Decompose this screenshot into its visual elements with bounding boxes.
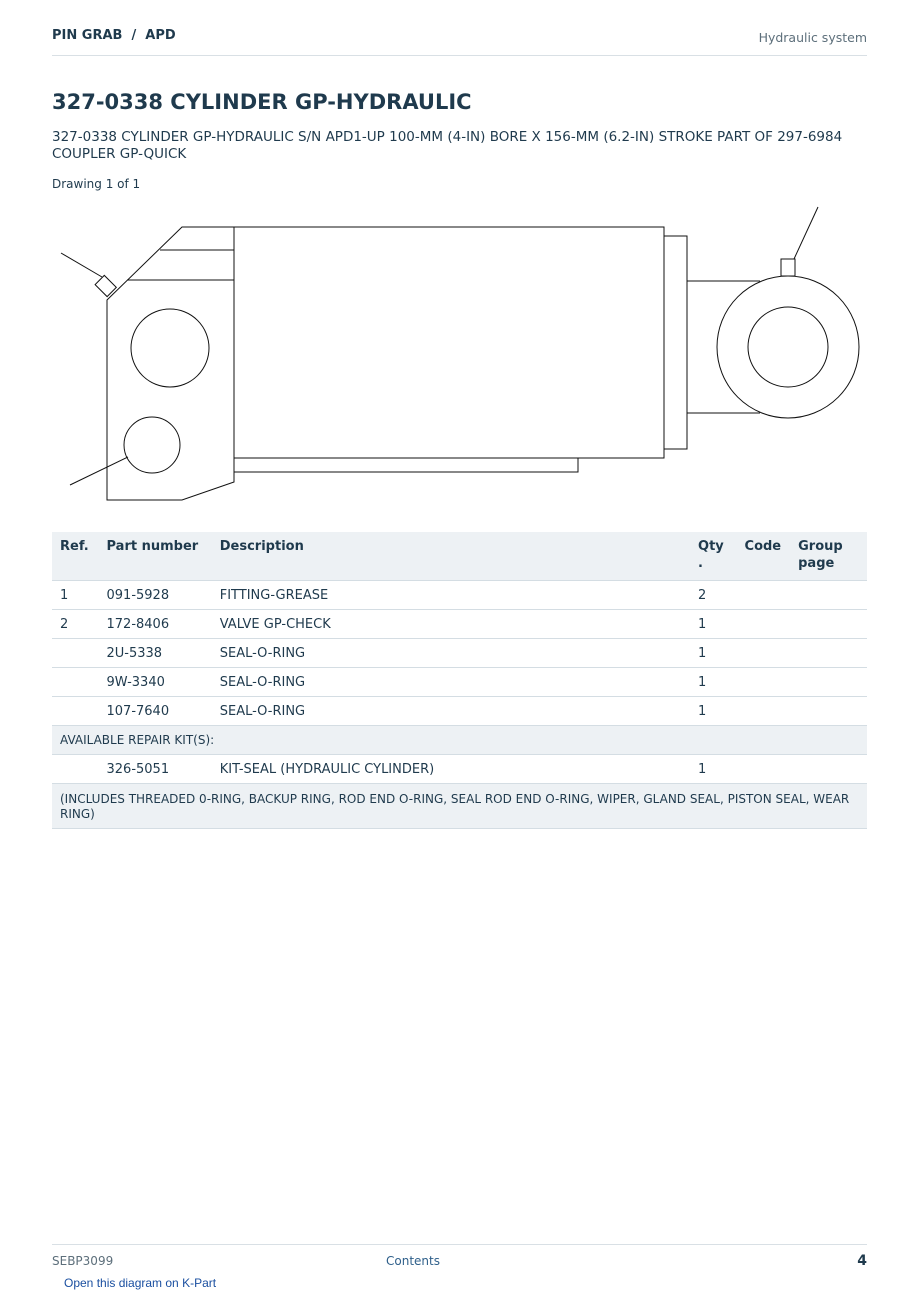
col-part-number: Part number — [99, 532, 212, 581]
leader-line-fitting — [61, 253, 102, 277]
gland-plate — [664, 236, 687, 449]
page-subtitle: 327-0338 CYLINDER GP-HYDRAULIC S/N APD1-UP 100-MM (4-IN) BORE X 156-MM (6.2-IN) STROKE PART OF 297-6984 COUPLER GP-QUICK — [52, 129, 843, 162]
cell-description: VALVE GP-CHECK — [212, 610, 690, 639]
cell-qty: 1 — [690, 697, 737, 726]
kit-header-row — [52, 726, 867, 755]
cell-qty: 1 — [690, 755, 737, 784]
upper-port-circle — [131, 309, 209, 387]
leader-line-rod-fitting — [794, 207, 818, 259]
cell-part-number[interactable]: 172-8406 — [99, 610, 212, 639]
col-qty: Qty . — [690, 532, 737, 581]
cell-part-number[interactable]: 107-7640 — [99, 697, 212, 726]
open-in-kpart-link[interactable]: Open this diagram on K-Part — [64, 1276, 217, 1290]
table-row — [52, 697, 867, 726]
table-row — [52, 668, 867, 697]
breadcrumb[interactable]: PIN GRAB / APD — [52, 28, 176, 43]
table-row — [52, 755, 867, 784]
cell-part-number[interactable]: 326-5051 — [99, 755, 212, 784]
col-ref: Ref. — [52, 532, 99, 581]
table-row — [52, 639, 867, 668]
cell-qty: 1 — [690, 639, 737, 668]
cell-part-number[interactable]: 2U-5338 — [99, 639, 212, 668]
col-group-page: Group page — [790, 532, 867, 581]
cell-description: SEAL-O-RING — [212, 697, 690, 726]
section-label: Hydraulic system — [758, 30, 867, 45]
cell-description: SEAL-O-RING — [212, 639, 690, 668]
table-row — [52, 610, 867, 639]
cell-group-page — [790, 668, 867, 697]
cell-part-number[interactable]: 9W-3340 — [99, 668, 212, 697]
cell-ref — [52, 639, 99, 668]
leader-line-port — [70, 457, 128, 485]
cell-ref — [52, 697, 99, 726]
cell-qty: 1 — [690, 668, 737, 697]
cell-description: FITTING-GREASE — [212, 581, 690, 610]
cell-ref — [52, 755, 99, 784]
rod-eye-fitting — [781, 259, 795, 276]
contents-link[interactable]: Contents — [386, 1254, 440, 1268]
cell-code — [737, 697, 791, 726]
page-header — [52, 28, 867, 56]
cell-code — [737, 639, 791, 668]
cell-part-number[interactable]: 091-5928 — [99, 581, 212, 610]
table-header-row — [52, 532, 867, 581]
cell-code — [737, 755, 791, 784]
col-description: Description — [212, 532, 690, 581]
cell-ref: 2 — [52, 610, 99, 639]
drawing-label: Drawing 1 of 1 — [52, 177, 141, 191]
lower-port-circle — [124, 417, 180, 473]
page-number: 4 — [857, 1253, 867, 1269]
table-row — [52, 581, 867, 610]
parts-table — [52, 532, 867, 829]
cell-code — [737, 668, 791, 697]
page-title: 327-0338 CYLINDER GP-HYDRAULIC — [52, 90, 472, 114]
kit-note-row — [52, 784, 867, 829]
rod-eye-inner — [748, 307, 828, 387]
col-code: Code — [737, 532, 791, 581]
rod-eye-outer — [717, 276, 859, 418]
cell-ref: 1 — [52, 581, 99, 610]
cell-ref — [52, 668, 99, 697]
cell-qty: 2 — [690, 581, 737, 610]
cell-code — [737, 581, 791, 610]
cell-group-page — [790, 610, 867, 639]
cell-description: SEAL-O-RING — [212, 668, 690, 697]
cell-qty: 1 — [690, 610, 737, 639]
page-footer — [52, 1244, 867, 1275]
left-end-block — [107, 227, 234, 500]
cylinder-barrel — [234, 227, 664, 458]
cylinder-diagram[interactable] — [52, 200, 867, 510]
document-id: SEBP3099 — [52, 1254, 114, 1268]
kit-note-text: (INCLUDES THREADED 0-RING, BACKUP RING, ROD END O-RING, SEAL ROD END O-RING, WIPER, GLAND SEAL, PISTON SEAL, WEAR RING) — [52, 784, 867, 829]
cell-code — [737, 610, 791, 639]
cell-group-page — [790, 755, 867, 784]
cell-group-page — [790, 639, 867, 668]
barrel-lower-flange — [234, 458, 578, 472]
cell-description: KIT-SEAL (HYDRAULIC CYLINDER) — [212, 755, 690, 784]
cell-group-page — [790, 581, 867, 610]
cell-group-page — [790, 697, 867, 726]
kit-header-label: AVAILABLE REPAIR KIT(S): — [52, 726, 867, 755]
